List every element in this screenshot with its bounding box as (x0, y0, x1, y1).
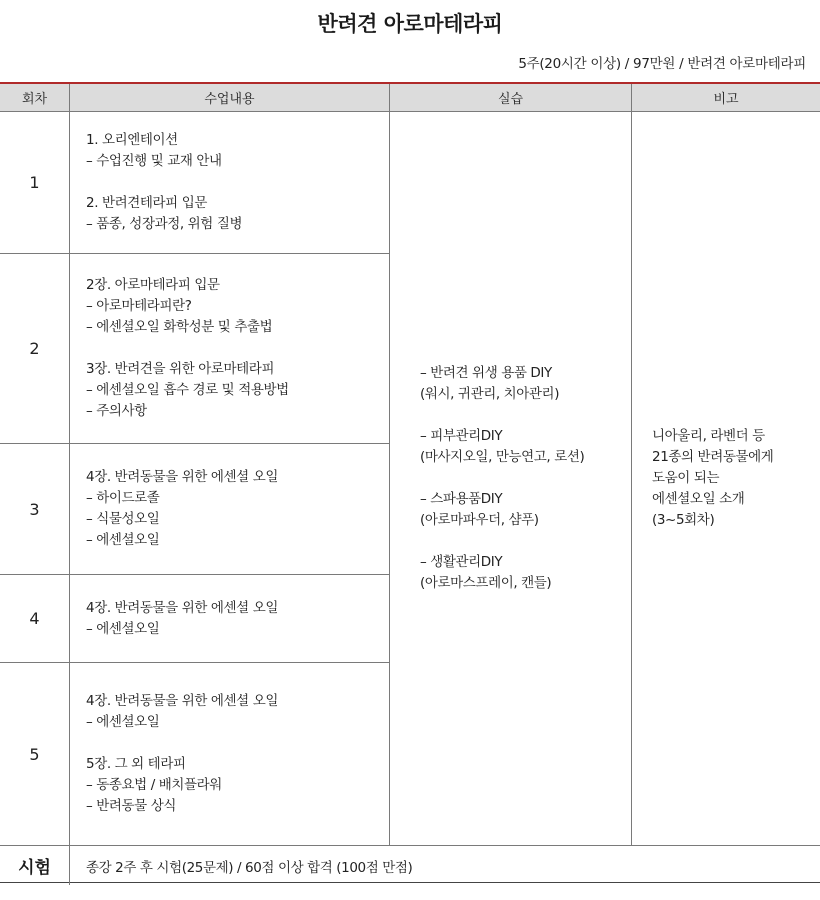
note-line: 21종의 반려동물에게 (652, 449, 774, 465)
practice-cell (389, 112, 631, 845)
content-line: – 에센셜오일 흡수 경로 및 적용방법 (86, 382, 289, 398)
practice-line: – 스파용품DIY (420, 491, 503, 507)
practice-line: (아로마파우더, 샴푸) (420, 512, 539, 528)
session-number: 1 (0, 112, 69, 254)
content-line: – 식물성오일 (86, 511, 160, 527)
content-line: – 하이드로졸 (86, 490, 160, 506)
note-cell (631, 112, 820, 845)
header-note: 비고 (631, 84, 820, 112)
content-line: 5장. 그 외 테라피 (86, 756, 186, 772)
session-number: 2 (0, 254, 69, 444)
content-line: 2. 반려견테라피 입문 (86, 195, 207, 211)
note-line: 에센셜오일 소개 (652, 491, 745, 507)
practice-line: (워시, 귀관리, 치아관리) (420, 386, 560, 402)
course-summary: 5주(20시간 이상) / 97만원 / 반려견 아로마테라피 (518, 56, 806, 72)
session-content (69, 254, 389, 444)
content-line: 4장. 반려동물을 위한 에센셜 오일 (86, 599, 278, 616)
content-line: 2장. 아로마테라피 입문 (86, 277, 220, 293)
session-number: 5 (29, 744, 40, 764)
session-content (69, 112, 389, 254)
content-line: – 에센셜오일 (86, 714, 160, 730)
content-line: 1. 오리엔테이션 (86, 132, 178, 148)
header-practice: 실습 (389, 84, 631, 112)
header-session: 회차 (0, 84, 69, 112)
content-line: 4장. 반려동물을 위한 에센셜 오일 (86, 469, 278, 485)
practice-line: – 피부관리DIY (420, 428, 503, 444)
content-line: – 품종, 성장과정, 위험 질병 (86, 216, 243, 232)
note-line: (3~5회차) (652, 512, 715, 528)
session-number: 3 (0, 444, 69, 575)
content-line: – 에센셜오일 (86, 532, 160, 548)
practice-line: (마사지오일, 만능연고, 로션) (420, 449, 585, 465)
session-content (69, 444, 389, 575)
session-content (69, 575, 389, 663)
content-line: – 동종요법 / 배치플라워 (86, 777, 222, 793)
content-line: – 주의사항 (86, 403, 147, 419)
page-title: 반려견 아로마테라피 (317, 12, 503, 36)
header-content: 수업내용 (69, 84, 389, 112)
practice-line: – 생활관리DIY (420, 554, 503, 570)
exam-label: 시험 (0, 845, 69, 885)
note-line: 도움이 되는 (652, 470, 720, 486)
practice-line: – 반려견 위생 용품 DIY (420, 365, 552, 381)
content-line: – 에센셜오일 (86, 620, 160, 637)
content-line: – 아로마테라피란? (86, 298, 192, 314)
content-line: – 수업진행 및 교재 안내 (86, 153, 222, 169)
session-number: 4 (0, 575, 69, 663)
practice-line: (아로마스프레이, 캔들) (420, 575, 552, 591)
exam-text: 종강 2주 후 시험(25문제) / 60점 이상 합격 (100점 만점) (69, 845, 820, 885)
session-content (69, 663, 389, 845)
curriculum-table (0, 82, 820, 883)
content-line: 3장. 반려견을 위한 아로마테라피 (86, 361, 275, 377)
note-line: 니아울리, 라벤더 등 (652, 428, 765, 444)
content-line: – 반려동물 상식 (86, 798, 176, 814)
content-line: 4장. 반려동물을 위한 에센셜 오일 (86, 693, 278, 709)
content-line: – 에센셜오일 화학성분 및 추출법 (86, 319, 273, 335)
